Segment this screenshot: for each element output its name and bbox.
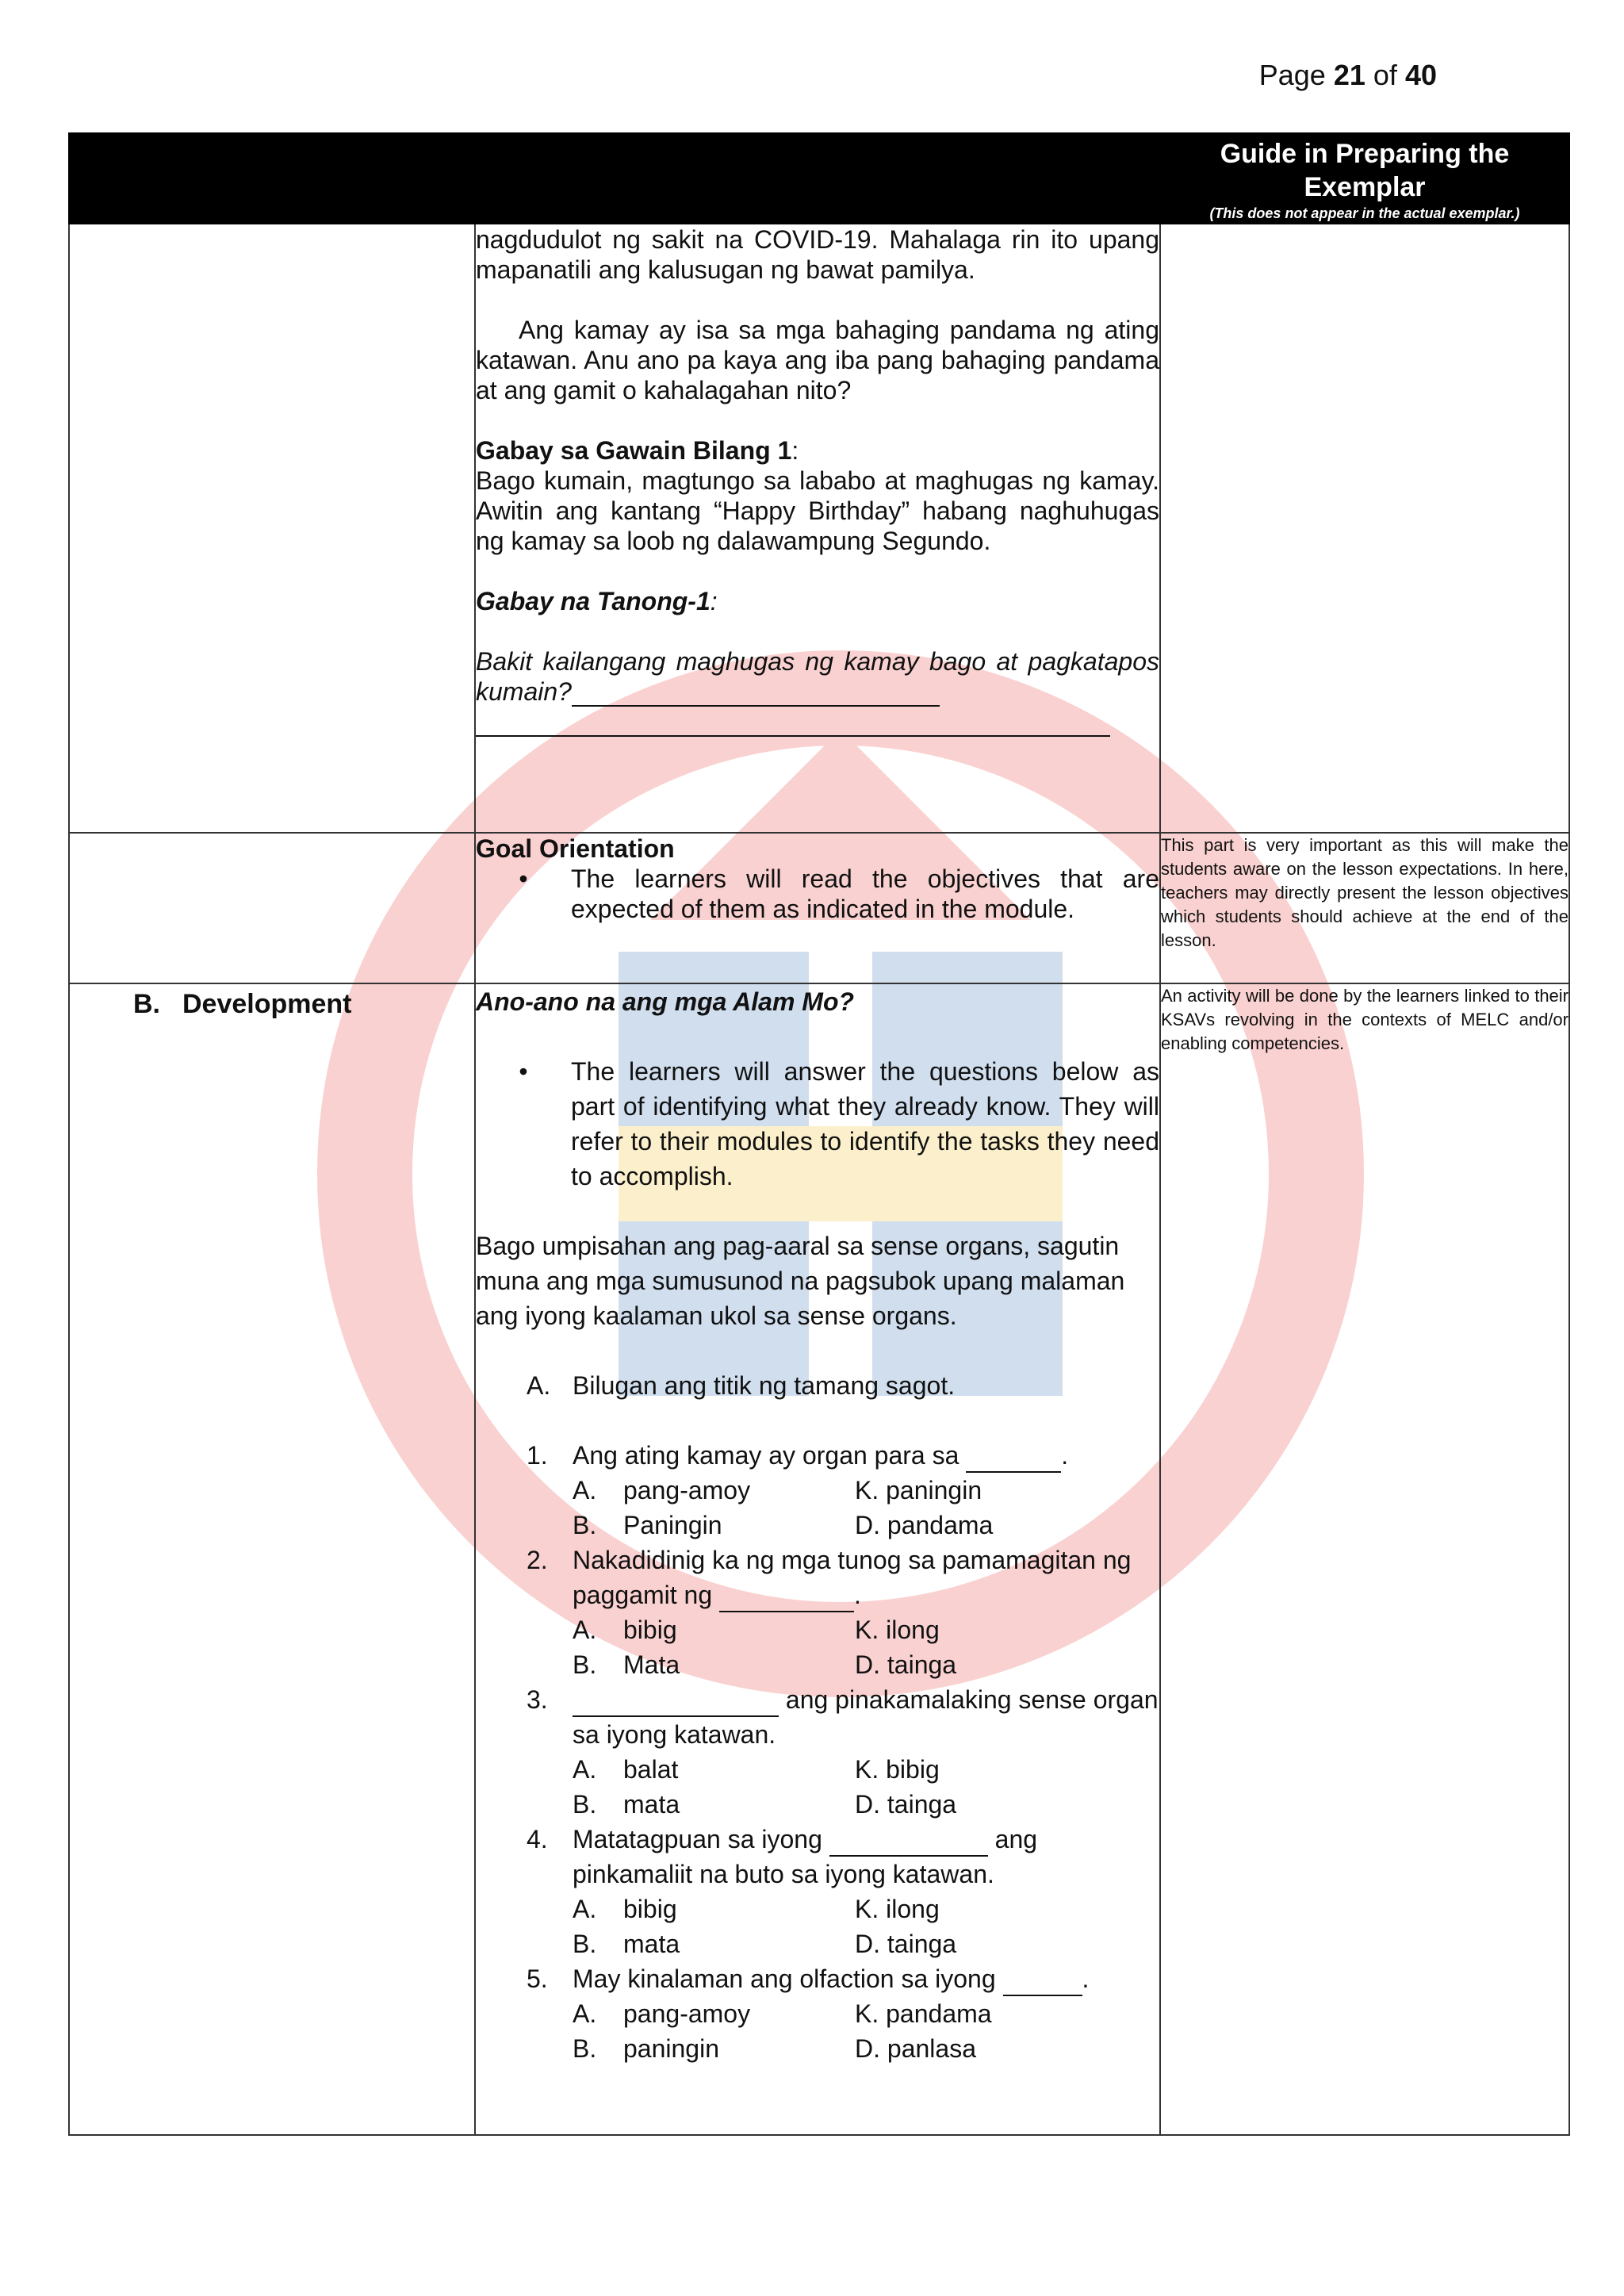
table-row-engagement [69, 224, 1569, 833]
option-row [476, 1926, 1159, 1961]
development-intro: Bago umpisahan ang pag-aaral sa sense organs, sagutin muna ang mga sumusunod na pagsubok upang malaman ang iyong kaalaman ukol sa sense organs. [476, 1232, 1125, 1330]
answer-option: D. tainga [855, 1790, 957, 1819]
page-current: 21 [1333, 59, 1365, 91]
option-row [476, 1752, 1159, 1787]
row1-paragraph-2: Ang kamay ay isa sa mga bahaging pandama ng ating katawan. Anu ano pa kaya ang iba pang bahaging pandama at ang gamit o kahalagahan nito? [476, 316, 1159, 404]
option-row [476, 1787, 1159, 1822]
goal-orientation-title: Goal Orientation [476, 834, 675, 863]
option-row [476, 1508, 1159, 1543]
row3-content-cell [475, 983, 1160, 2135]
question-number: 4. [527, 1825, 548, 1853]
question-text: ang pinakamalaking sense organ sa iyong katawan. [573, 1685, 1159, 1749]
gawain-label: Gabay sa Gawain Bilang 1 [476, 436, 792, 465]
question-item [476, 1682, 1159, 1822]
option-row [476, 1647, 1159, 1682]
page-prefix: Page [1258, 59, 1326, 91]
goal-orientation-bullet: The learners will read the objectives that are expected of them as indicated in the module. [571, 864, 1159, 923]
question-item [476, 1543, 1159, 1682]
answer-option: D. pandama [855, 1511, 994, 1539]
answer-option: A.balat [573, 1755, 679, 1784]
instruction-letter: A. [527, 1371, 551, 1400]
answer-blank-1 [572, 681, 940, 707]
question-text: Ang ating kamay ay organ para sa . [573, 1438, 1159, 1473]
header-cell-guide [1160, 133, 1569, 224]
row1-guide-cell [1160, 224, 1569, 833]
answer-option: A.pang-amoy [573, 1999, 751, 2028]
row3-label-cell [69, 983, 475, 2135]
row1-paragraph-1: nagdudulot ng sakit na COVID-19. Mahalaga rin ito upang mapanatili ang kalusugan ng bawat pamilya. [476, 225, 1159, 284]
page-number [1259, 59, 1437, 92]
header-cell-2 [475, 133, 1160, 224]
exemplar-table [68, 132, 1570, 2136]
answer-option: D. tainga [855, 1930, 957, 1958]
question-text: May kinalaman ang olfaction sa iyong . [573, 1961, 1159, 1996]
page-total: 40 [1404, 59, 1437, 91]
option-row [476, 1612, 1159, 1647]
answer-blank-2 [476, 707, 1110, 737]
tanong-text: Bakit kailangang maghugas ng kamay bago at pagkatapos kumain? [476, 647, 1159, 706]
answer-option: B.Paningin [573, 1511, 722, 1539]
answer-option: B.Mata [573, 1650, 680, 1679]
answer-option: D. tainga [855, 1650, 957, 1679]
question-number: 2. [527, 1546, 548, 1574]
answer-blank [966, 1444, 1061, 1473]
answer-option: K. paningin [855, 1476, 982, 1504]
answer-option: D. panlasa [855, 2034, 976, 2063]
question-number: 3. [527, 1685, 548, 1714]
question-item [476, 1961, 1159, 2066]
answer-option: K. ilong [855, 1895, 940, 1923]
answer-blank [829, 1828, 988, 1857]
question-text: Matatagpuan sa iyong ang pinkamaliit na buto sa iyong katawan. [573, 1825, 1038, 1888]
bullet-dot: • [519, 864, 528, 893]
row2-label-cell [69, 833, 475, 983]
development-heading: Ano-ano na ang mga Alam Mo? [476, 987, 855, 1016]
answer-option: A.pang-amoy [573, 1476, 751, 1504]
option-row [476, 1892, 1159, 1926]
answer-option: A.bibig [573, 1616, 677, 1644]
answer-option: A.bibig [573, 1895, 677, 1923]
question-number: 1. [527, 1441, 548, 1470]
answer-option: B.mata [573, 1790, 680, 1819]
option-row [476, 2031, 1159, 2066]
question-text: Nakadidinig ka ng mga tunog sa pamamagitan ng paggamit ng . [573, 1543, 1159, 1612]
question-item [476, 1822, 1159, 1961]
guide-title: Guide in Preparing the Exemplar [1220, 139, 1510, 202]
guide-note: (This does not appear in the actual exemplar.) [1209, 205, 1520, 221]
option-row [476, 1996, 1159, 2031]
answer-option: B.paningin [573, 2034, 719, 2063]
question-item [476, 1438, 1159, 1543]
section-letter: B. [133, 989, 160, 1019]
instruction-text: Bilugan ang titik ng tamang sagot. [573, 1371, 956, 1400]
header-cell-1 [69, 133, 475, 224]
table-header-row [69, 133, 1569, 224]
row1-label-cell [69, 224, 475, 833]
page-of: of [1373, 59, 1397, 91]
answer-option: K. bibig [855, 1755, 940, 1784]
table-row-development [69, 983, 1569, 2135]
row2-content-cell [475, 833, 1160, 983]
table-row-goal-orientation [69, 833, 1569, 983]
development-bullet: The learners will answer the questions below as part of identifying what they already know. They will refer to their modules to identify the tasks they need to accomplish. [571, 1057, 1159, 1190]
answer-blank [719, 1584, 854, 1612]
answer-blank [1003, 1968, 1082, 1996]
section-title-development: Development [182, 989, 352, 1019]
answer-option: K. ilong [855, 1616, 940, 1644]
row3-guide-text: An activity will be done by the learners linked to their KSAVs revolving in the contexts of MELC and/or enabling competencies. [1160, 983, 1569, 2135]
gawain-text: Bago kumain, magtungo sa lababo at maghugas ng kamay. Awitin ang kantang “Happy Birthday” habang naghuhugas ng kamay sa loob ng dalawampung Segundo. [476, 466, 1159, 555]
bullet-dot: • [519, 1057, 528, 1086]
row1-content-cell [475, 224, 1160, 833]
instruction-row [476, 1368, 1159, 1403]
question-list [476, 1438, 1159, 2066]
answer-option: B.mata [573, 1930, 680, 1958]
answer-blank [573, 1688, 779, 1717]
gawain-colon: : [791, 436, 799, 465]
row2-guide-text: This part is very important as this will make the students aware on the lesson expectations. In here, teachers may directly present the lesson objectives which students should achieve at the end of the lesson. [1160, 833, 1569, 983]
answer-option: K. pandama [855, 1999, 992, 2028]
tanong-label: Gabay na Tanong-1 [476, 587, 710, 615]
option-row [476, 1473, 1159, 1508]
tanong-colon: : [710, 587, 718, 615]
question-number: 5. [527, 1964, 548, 1993]
